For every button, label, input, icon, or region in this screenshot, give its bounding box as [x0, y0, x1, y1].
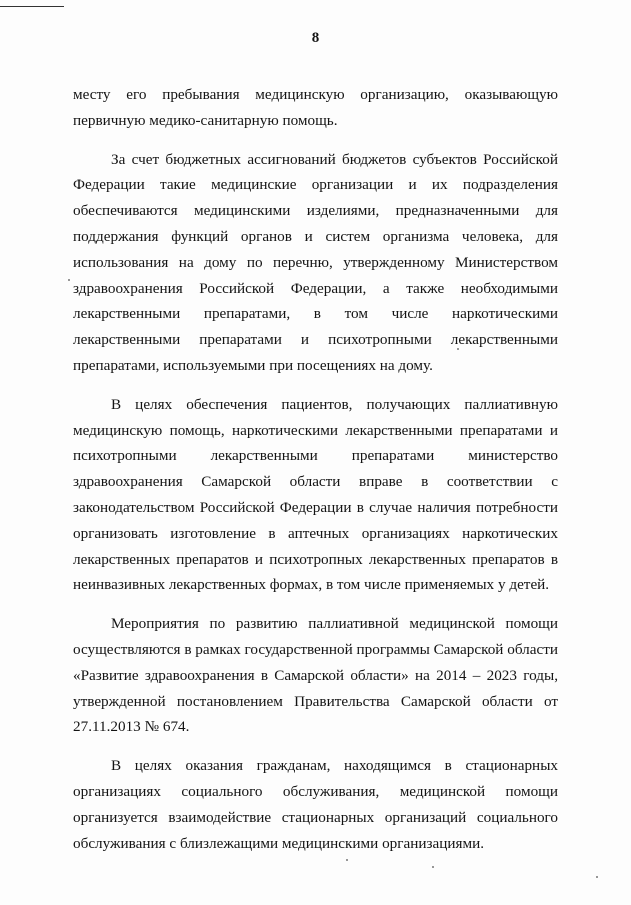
- scan-speck: [596, 876, 598, 878]
- paragraph-2: За счет бюджетных ассигнований бюджетов субъектов Российской Федерации такие медицинские организации и их подразделения обеспечиваются медицинскими изделиями, предназначенными для поддержания функций органов и систем организма человека, для использования на дому по перечню, утвержденному Министерством здравоохранения Российской Федерации, а также необходимыми лекарственными препаратами, в том числе наркотическими лекарственными препаратами и психотропными лекарственными препаратами, используемыми при посещениях на дому.: [73, 150, 558, 374]
- paragraph-4: Мероприятия по развитию паллиативной медицинской помощи осуществляются в рамках государственной программы Самарской области «Развитие здравоохранения в Самарской области» на 2014 – 2023 годы, утвержденной постановлением Правительства Самарской области от 27.11.2013 № 674.: [73, 615, 559, 736]
- scan-speck: [432, 866, 434, 868]
- scan-speck: [457, 348, 459, 350]
- scan-edge-line: [0, 6, 64, 7]
- paragraph-3: В целях обеспечения пациентов, получающих паллиативную медицинскую помощь, наркотическими лекарственными препаратами и психотропными лекарственными препаратами министерство здравоохранения Самарской области вправе в соответствии с законодательством Российской Федерации в случае наличия потребности организовать изготовление в аптечных организациях наркотических лекарственных препаратов и психотропных лекарственных препаратов в неинвазивных лекарственных формах, в том числе применяемых у детей.: [73, 395, 558, 594]
- paragraph-1: месту его пребывания медицинскую организацию, оказывающую первичную медико-санитарную помощь.: [73, 86, 558, 129]
- body-text: [73, 82, 558, 856]
- paragraph-5: В целях оказания гражданам, находящимся в стационарных организациях социального обслуживания, медицинской помощи организуется взаимодействие стационарных организаций социального обслуживания с близлежащими медицинскими организациями.: [73, 757, 558, 852]
- scan-speck: [346, 859, 348, 861]
- scan-speck: [68, 279, 70, 281]
- page-number: 8: [311, 30, 320, 46]
